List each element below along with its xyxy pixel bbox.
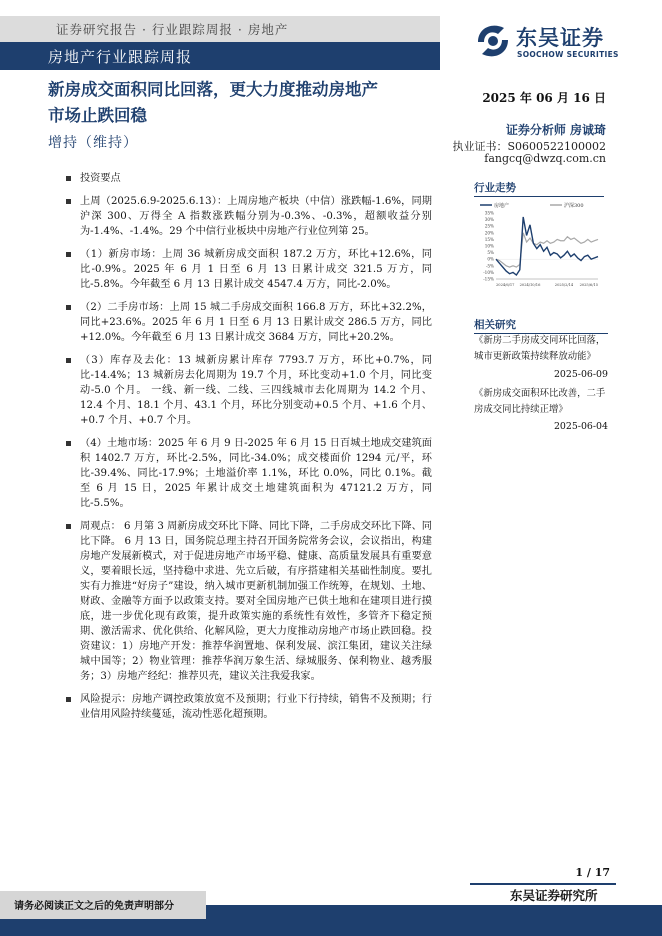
industry-trend-chart [474, 199, 604, 295]
y-tick-label: 0% [487, 256, 494, 262]
related-research-heading: 相关研究 [474, 319, 516, 331]
logo-english-name: SOOCHOW SECURITIES [517, 50, 619, 59]
footer-organization: 东吴证券研究所 [510, 888, 598, 903]
series-line-csi300 [496, 233, 598, 267]
related-item-2-date: 2025-06-04 [553, 421, 608, 432]
investment-rating: 增持（维持） [48, 135, 138, 151]
chart-title: 行业走势 [474, 182, 516, 194]
report-headline [48, 77, 448, 129]
related-item-1-date: 2025-06-09 [553, 369, 608, 380]
summary-point-inventory: （3）库存及去化：13 城新房累计库存 7793.7 万方，环比+0.7%，同比-14.4%；13 城新房去化周期为 19.7 个月，环比变动+1.0 个月，同比变动-5.0 个月。 一线、新一线、二线、三四线城市去化周期为 14.2 个月、12.4 个月、18.1 个月、43.1 个月，环比分别变动+0.5 个月、+1.6 个月、+0.7 个月、+0.7 个月。 [66, 353, 432, 428]
headline-line-2: 市场止跌回稳 [48, 106, 147, 125]
breadcrumb-bar [0, 16, 440, 42]
analyst-certificate: 执业证书：S0600522100002 [452, 140, 606, 153]
summary-point-new-homes: （1）新房市场：上周 36 城新房成交面积 187.2 万方，环比+12.6%，同比-0.9%。2025 年 6 月 1 日至 6 月 13 日累计成交 321.5 万方，同比-5.8%。今年截至 6 月 13 日累计成交 4547.4 万方，同比-2.0%。 [66, 247, 432, 292]
y-tick-label: 10% [484, 243, 494, 249]
disclaimer-box [0, 891, 206, 919]
x-tick-label: 2024/6/17 [496, 283, 515, 287]
y-tick-label: 20% [484, 230, 494, 236]
report-type-bar [0, 42, 440, 70]
summary-point-land: （4）土地市场：2025 年 6 月 9 日-2025 年 6 月 15 日百城土地成交建筑面积 1402.7 万方，环比-2.5%，同比-34.0%；成交楼面价 1294 元/平，环比-39.4%、同比-17.9%；土地溢价率 1.1%，环比 0.0%，同比 0.1%。截至 6 月 15 日，2025 年累计成交土地建筑面积为 47121.2 万方，同比-5.5%。 [66, 436, 432, 511]
footer-rule [470, 883, 616, 885]
summary-heading: 投资要点 [66, 171, 432, 186]
chart-title-rule [474, 196, 604, 197]
disclaimer-text: 请务必阅读正文之后的免责声明部分 [14, 901, 174, 912]
breadcrumb: 证券研究报告 · 行业跟踪周报 · 房地产 [56, 22, 289, 37]
y-tick-label: 15% [484, 236, 494, 242]
summary-point-second-hand: （2）二手房市场：上周 15 城二手房成交面积 166.8 万方，环比+32.2%，同比+23.6%。2025 年 6 月 1 日至 6 月 13 日累计成交 286.5 万方，同比+12.0%。今年截至 6 月 13 日累计成交 3684 万方，同比+20.2%。 [66, 300, 432, 345]
y-tick-label: 25% [484, 223, 494, 229]
related-item-2-title[interactable]: 《新房成交面积环比改善，二手房成交同比持续正增》 [474, 388, 606, 415]
legend-label-real-estate: 房地产 [494, 203, 510, 209]
logo-name: 东吴证券 [516, 26, 604, 50]
x-tick-label: 2024/10/16 [519, 283, 541, 287]
y-tick-label: -15% [483, 276, 494, 282]
y-tick-label: -10% [483, 269, 494, 275]
company-logo [474, 20, 634, 68]
x-tick-label: 2025/2/14 [554, 283, 574, 287]
legend-label-csi300: 沪深300 [564, 203, 584, 209]
headline-line-1: 新房成交面积同比回落，更大力度推动房地产 [48, 80, 378, 99]
trend-chart-svg [474, 199, 604, 295]
y-tick-label: -5% [485, 263, 494, 269]
summary-section [66, 171, 432, 730]
page-number: 1 / 17 [575, 866, 610, 879]
chart-axes [483, 211, 598, 288]
analyst-name: 证券分析师 房诚琦 [505, 123, 606, 137]
related-item-1-title[interactable]: 《新房二手房成交同环比回落，城市更新政策持续释放动能》 [474, 335, 606, 362]
y-tick-label: 35% [484, 210, 494, 216]
summary-point-risk: 风险提示：房地产调控政策放宽不及预期；行业下行持续，销售不及预期；行业信用风险持续蔓延，流动性恶化超预期。 [66, 692, 432, 722]
y-tick-label: 5% [487, 250, 494, 256]
report-type: 房地产行业跟踪周报 [48, 48, 193, 66]
summary-point-weekly-view: 周观点： 6 月第 3 周新房成交环比下降、同比下降，二手房成交环比下降、同比下降。 6 月 13 日，国务院总理主持召开国务院常务会议，会议指出，构建房地产发展新模式，对于促进房地产市场平稳、健康、高质量发展具有重要意义，要着眼长远，坚持稳中求进、先立后破，有序搭建相关基础性制度。要扎实有力推进“好房子”建设，纳入城市更新机制加强工作统筹，在规划、土地、财政、金融等方面予以政策支持。要对全国房地产已供土地和在建项目进行摸底，进一步优化现有政策，提升政策实施的系统性有效性，多管齐下稳定预期、激活需求、优化供给、化解风险，更大力度推动房地产市场止跌回稳。投资建议：1）房地产开发：推荐华润置地、保利发展、滨江集团，建议关注绿城中国等；2）物业管理：推荐华润万象生活、绿城服务、保利物业、越秀服务；3）房地产经纪：推荐贝壳，建议关注我爱我家。 [66, 519, 432, 684]
report-date: 2025 年 06 月 16 日 [482, 91, 606, 105]
logo-mark-icon [474, 20, 512, 62]
summary-point-weekly: 上周（2025.6.9-2025.6.13）：上周房地产板块（中信）涨跌幅-1.6%，同期沪深 300、万得全 A 指数涨跌幅分别为-0.3%、-0.3%，超额收益分别为-1.4%、-1.4%。29 个中信行业板块中房地产行业位列第 25。 [66, 194, 432, 239]
analyst-email[interactable]: fangcq@dwzq.com.cn [484, 152, 606, 165]
x-tick-label: 2025/6/15 [579, 283, 598, 287]
y-tick-label: 30% [484, 217, 494, 223]
